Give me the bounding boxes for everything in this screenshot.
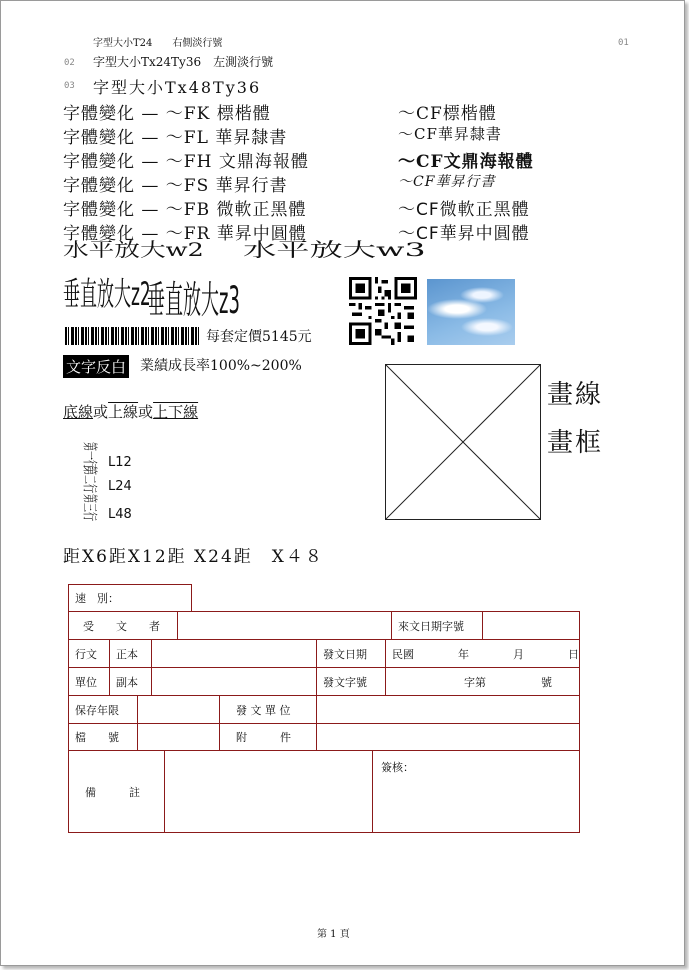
header-line-3: 字型大小Tx48Ty36: [93, 78, 262, 97]
vertical-line-value: L12: [108, 455, 132, 470]
or-text: 或: [138, 403, 154, 421]
number-label: 發文字號: [316, 667, 386, 696]
growth-rate-text: 業績成長率100%~200%: [140, 358, 302, 374]
file-no-field[interactable]: [137, 723, 220, 751]
underline-text: 底線: [63, 403, 94, 421]
copy-field[interactable]: [151, 667, 317, 696]
dispatch-label: 行文: [68, 639, 110, 668]
header-line-2: 字型大小Tx24Ty36 左測淡行號: [93, 55, 274, 69]
overline-text: 上線: [108, 403, 139, 421]
font-row-left: 字體變化 — ～FR 華昇中圓體: [63, 224, 307, 244]
font-row-left: 字體變化 — ～FB 微軟正黑體: [63, 200, 307, 220]
attachment-field[interactable]: [316, 723, 580, 751]
vertical-line-2: [61, 466, 132, 495]
font-row-right: ～CF華昇中圓體: [398, 224, 530, 244]
issuing-unit-field[interactable]: [316, 695, 580, 724]
remarks-label: 備 註: [68, 750, 165, 833]
header-line-1: 字型大小T24 右側淡行號: [93, 38, 223, 49]
vscale-z2: 垂直放大z2: [63, 276, 151, 315]
line-number-1: 01: [618, 38, 629, 48]
font-row-left: 字體變化 — ～FK 標楷體: [63, 104, 271, 124]
barcode-image: [65, 327, 201, 345]
font-variation-list: [63, 99, 583, 249]
speed-cell: 速 別：: [68, 584, 192, 612]
vertical-line-value: L48: [108, 507, 132, 522]
font-row-right: ～CF文鼎海報體: [398, 152, 534, 172]
draw-frame-text: 畫框: [547, 428, 604, 458]
date-label: 發文日期: [316, 639, 386, 668]
copy-label: 副本: [109, 667, 152, 696]
recipient-label: 受 文 者: [68, 611, 178, 640]
font-row-left: 字體變化 — ～FL 華昇隸書: [63, 128, 288, 148]
number-value[interactable]: 字第 號: [385, 667, 580, 696]
unit-label: 單位: [68, 667, 110, 696]
date-value[interactable]: 民國 年 月 日: [385, 639, 580, 668]
font-row-right: ～CF華昇隸書: [398, 125, 502, 143]
or-text: 或: [93, 403, 109, 421]
sky-photo-image: [427, 279, 515, 345]
draw-line-text: 畫線: [547, 380, 604, 410]
vscale-z3: 垂直放大z3: [147, 279, 240, 324]
qr-code-image: [349, 277, 417, 345]
font-row-right: ～CF華昇行書: [398, 174, 496, 190]
file-no-label: 檔 號: [68, 723, 138, 751]
vertical-scale-text-2: [147, 271, 240, 324]
hscale-w3: 水平放大w3: [243, 239, 426, 261]
remarks-field[interactable]: [164, 750, 373, 833]
vertical-scale-text: [63, 267, 151, 317]
font-row-left: 字體變化 — ～FS 華昇行書: [63, 176, 288, 196]
vertical-line-label: 第一行: [81, 442, 99, 470]
font-row-right: ～CF標楷體: [398, 104, 497, 124]
incoming-label: 來文日期字號: [391, 611, 483, 640]
original-field[interactable]: [151, 639, 317, 668]
price-text: 每套定價5145元: [206, 329, 312, 345]
attachment-label: 附 件: [219, 723, 317, 751]
vertical-line-value: L24: [108, 479, 132, 494]
original-label: 正本: [109, 639, 152, 668]
character-spacing-text: 距X6距X12距 X24距 X４８: [63, 547, 324, 567]
reverse-text-box: 文字反白: [63, 355, 129, 378]
line-number-2: 02: [64, 58, 75, 68]
page-number: 第 1 頁: [317, 929, 350, 940]
line-styles-text: [63, 401, 198, 422]
issuing-unit-label: 發 文 單 位: [219, 695, 317, 724]
under-over-line-text: 上下線: [153, 403, 199, 421]
hscale-w2: 水平放大w2: [63, 239, 204, 261]
review-cell[interactable]: 簽核：: [372, 750, 580, 833]
line-number-3: 03: [64, 81, 75, 91]
vertical-line-label: 第三行: [81, 494, 99, 522]
font-row-right: ～CF微軟正黑體: [398, 200, 530, 220]
horizontal-scale-text: [63, 239, 493, 265]
vertical-line-3: [61, 494, 132, 523]
recipient-field[interactable]: [177, 611, 392, 640]
drawn-frame-with-cross: [385, 364, 541, 520]
incoming-field[interactable]: [482, 611, 580, 640]
font-row-left: 字體變化 — ～FH 文鼎海報體: [63, 152, 309, 172]
vertical-line-label: 第二行: [81, 466, 99, 494]
retention-label: 保存年限: [68, 695, 138, 724]
retention-field[interactable]: [137, 695, 220, 724]
